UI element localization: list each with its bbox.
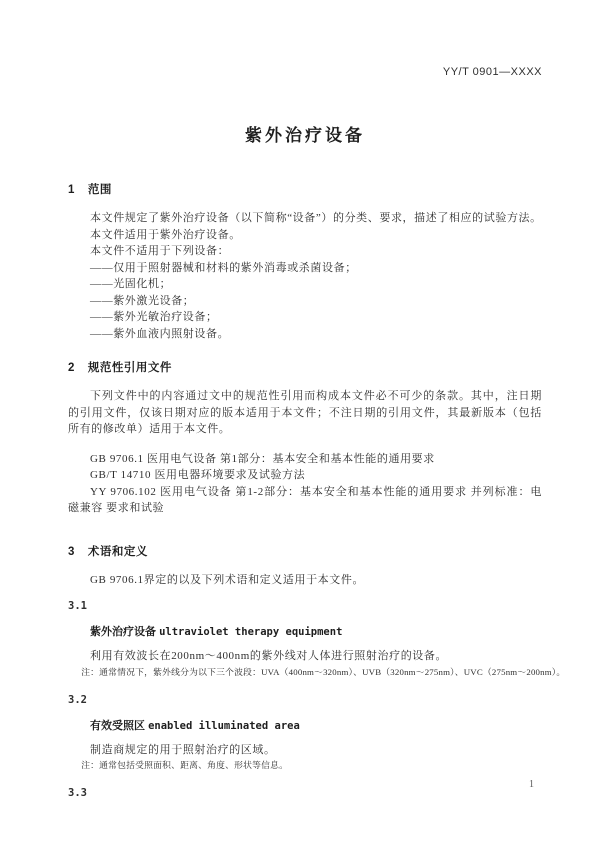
section-number: 1 xyxy=(68,184,75,196)
paragraph: 本文件适用于紫外治疗设备。 xyxy=(90,228,241,241)
term-number: 3.3 xyxy=(68,787,87,799)
list-item: ——紫外光敏治疗设备； xyxy=(90,311,218,323)
term-en: enabled illuminated area xyxy=(148,719,300,732)
document-title: 紫外治疗设备 xyxy=(245,126,365,145)
section-number: 2 xyxy=(68,362,75,374)
term-name xyxy=(68,623,542,639)
section-number: 3 xyxy=(68,545,75,558)
term-entry xyxy=(68,787,542,799)
doc-number: YY/T 0901—XXXX xyxy=(442,66,542,78)
term-note: 注：通常包括受照面积、距离、角度、形状等信息。 xyxy=(81,760,289,770)
list-item: ——仅用于照射器械和材料的紫外消毒或杀菌设备； xyxy=(90,261,357,274)
term-zh: 紫外治疗设备 xyxy=(90,626,156,638)
section-heading-scope xyxy=(68,181,542,197)
list-item: ——光固化机； xyxy=(90,278,172,290)
paragraph: 下列文件中的内容通过文中的规范性引用而构成本文件必不可少的条款。其中，注日期的引用文件，仅该日期对应的版本适用于本文件；不注日期的引用文件，其最新版本（包括所有的修改单）适用于本文件。 xyxy=(68,390,542,435)
term-en: ultraviolet therapy equipment xyxy=(159,626,343,638)
paragraph: 本文件不适用于下列设备： xyxy=(90,245,230,257)
page-number: 1 xyxy=(529,779,534,790)
list-item: ——紫外血液内照射设备。 xyxy=(90,327,230,340)
term-zh: 有效受照区 xyxy=(90,719,145,732)
section-title: 术语和定义 xyxy=(87,545,148,558)
reference-item: GB/T 14710 医用电器环境要求及试验方法 xyxy=(90,469,306,481)
list-item: ——紫外激光设备； xyxy=(90,294,195,307)
section-title: 规范性引用文件 xyxy=(87,362,172,374)
term-number: 3.2 xyxy=(68,693,87,706)
section-title: 范围 xyxy=(87,184,112,196)
term-definition: 制造商规定的用于照射治疗的区域。 xyxy=(90,743,276,756)
term-entry xyxy=(68,694,542,774)
section-heading-terms xyxy=(68,543,542,559)
section-heading-references xyxy=(68,359,542,375)
term-definition: 利用有效波长在200nm～400nm的紫外线对人体进行照射治疗的设备。 xyxy=(90,650,448,662)
paragraph: GB 9706.1界定的以及下列术语和定义适用于本文件。 xyxy=(90,573,365,586)
term-name xyxy=(68,717,542,733)
term-entry xyxy=(68,600,566,680)
page-content xyxy=(68,0,566,799)
term-note: 注：通常情况下，紫外线分为以下三个波段：UVA（400nm～320nm）、UVB（320nm～275nm）、UVC（275nm～200nm）。 xyxy=(81,666,566,677)
reference-item: YY 9706.102 医用电气设备 第1-2部分：基本安全和基本性能的通用要求 并列标准：电磁兼容 要求和试验 xyxy=(68,485,542,514)
term-number: 3.1 xyxy=(68,600,87,612)
paragraph: 本文件规定了紫外治疗设备（以下简称“设备”）的分类、要求，描述了相应的试验方法。 xyxy=(90,212,542,224)
reference-item: GB 9706.1 医用电气设备 第1部分：基本安全和基本性能的通用要求 xyxy=(90,452,435,465)
